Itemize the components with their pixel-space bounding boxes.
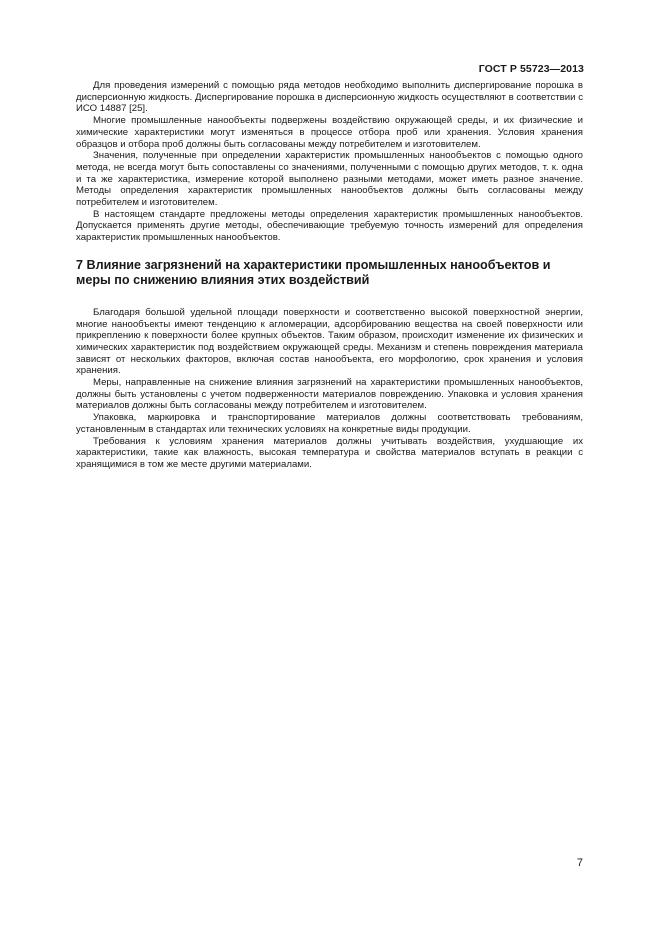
document-code: ГОСТ Р 55723—2013 [478,63,584,75]
paragraph: Благодаря большой удельной площади поверхности и соответственно высокой поверхностной энергии, многие нанообъекты имеют тенденцию к агломерации, адсорбированию вещества на своей поверхности или прикреплению к поверхности более крупных объектов. Таким образом, происходит изменение их физических и химических характеристик под воздействием окружающей среды. Механизм и степень повреждения материала зависят от нескольких факторов, включая состав нанообъекта, его морфологию, срок хранения и условия хранения. [76,306,583,377]
paragraph: Значения, полученные при определении характеристик промышленных нанообъектов с помощью одного метода, не всегда могут быть сопоставлены со значениями, полученными с помощью других методов, т. к. одна и та же характеристика, измерение которой выполнено разными методами, может иметь разное значение. Методы определения характеристик промышленных нанообъектов должны быть согласованы между потребителем и изготовителем. [76,150,583,209]
page-number: 7 [576,857,583,869]
section-heading: 7 Влияние загрязнений на характеристики промышленных нанообъектов и меры по снижению влияния этих воздействий [76,257,551,288]
paragraph: Требования к условиям хранения материалов должны учитывать воздействия, ухудшающие их характеристики, такие как влажность, высокая температура и свойства материалов вступать в реакции с хранящимися в том же месте другими материалами. [76,435,583,470]
page-content [76,80,583,471]
paragraph: Для проведения измерений с помощью ряда методов необходимо выполнить диспергирование порошка в дисперсионную жидкость. Диспергирование порошка в дисперсионную жидкость осуществляют в соответствии с ИСО 14887 [25]. [76,80,583,115]
paragraph: Упаковка, маркировка и транспортирование материалов должны соответствовать требованиям, установленным в стандартах или технических условиях на конкретные виды продукции. [76,412,583,435]
paragraph: Меры, направленные на снижение влияния загрязнений на характеристики промышленных нанообъектов, должны быть установлены с учетом подверженности материалов повреждению. Упаковка и условия хранения материалов должны быть согласованы между потребителем и изготовителем. [76,377,583,412]
paragraph: В настоящем стандарте предложены методы определения характеристик промышленных нанообъектов. Допускается применять другие методы, обеспечивающие требуемую точность измерений для определения характеристик промышленных нанообъектов. [76,208,583,244]
paragraph: Многие промышленные нанообъекты подвержены воздействию окружающей среды, и их физические и химические характеристики могут изменяться в процессе отбора проб или хранения. Условия хранения образцов и отбора проб должны быть согласованы между потребителем и изготовителем. [76,115,583,150]
